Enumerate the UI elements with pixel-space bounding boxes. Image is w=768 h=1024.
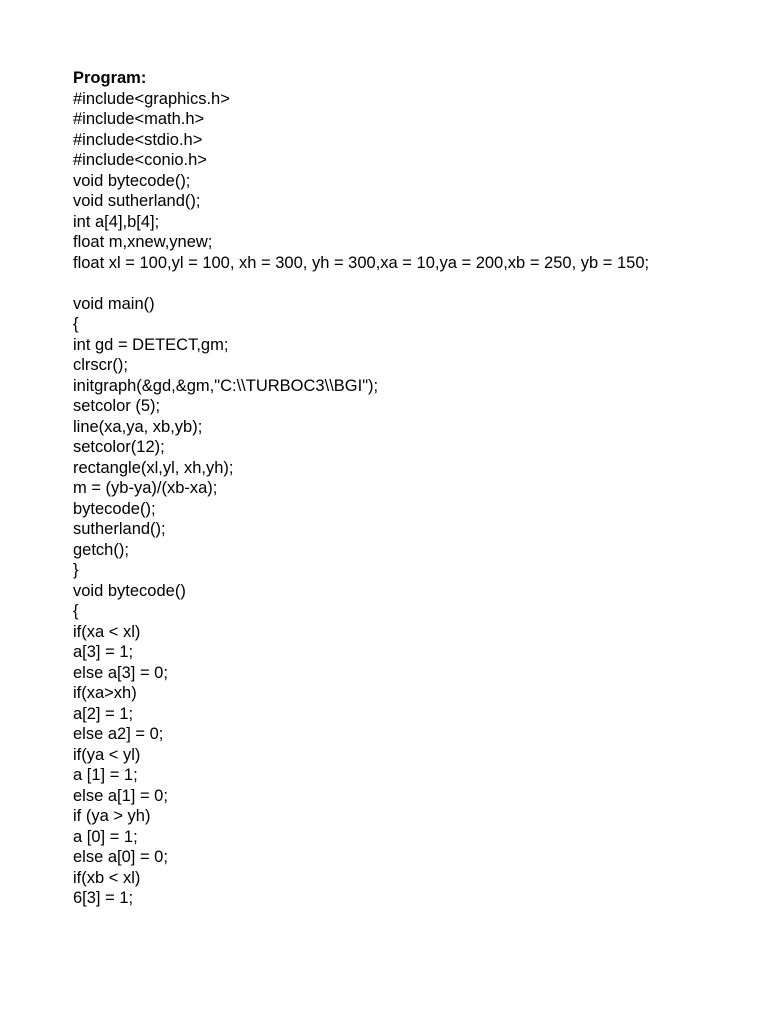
code-line: { (73, 315, 79, 333)
code-line: else a2] = 0; (73, 725, 164, 743)
code-line: void bytecode() (73, 581, 186, 600)
code-line: clrscr(); (73, 356, 128, 374)
code-line: if(xa>xh) (73, 684, 137, 702)
code-line: #include<conio.h> (73, 151, 207, 169)
code-line: #include<math.h> (73, 110, 205, 128)
code-line: a [1] = 1; (73, 766, 138, 784)
code-line: rectangle(xl,yl, xh,yh); (73, 458, 234, 477)
code-line: } (73, 561, 79, 579)
code-line: bytecode(); (73, 499, 156, 518)
code-line: int a[4],b[4]; (73, 212, 160, 231)
code-line: #include<graphics.h> (73, 89, 230, 108)
code-line: if (ya > yh) (73, 807, 151, 825)
code-line: getch(); (73, 540, 129, 559)
code-listing (73, 68, 703, 909)
code-line: void bytecode(); (73, 171, 191, 190)
code-line: else a[0] = 0; (73, 848, 168, 866)
code-line: int gd = DETECT,gm; (73, 335, 229, 354)
code-line: else a[3] = 0; (73, 663, 168, 682)
code-line: if(xa < xl) (73, 622, 141, 641)
code-line: #include<stdio.h> (73, 130, 203, 149)
code-line: setcolor(12); (73, 438, 165, 456)
code-line: setcolor (5); (73, 397, 161, 415)
code-line: float m,xnew,ynew; (73, 233, 213, 251)
code-line: 6[3] = 1; (73, 889, 134, 907)
code-line: initgraph(&gd,&gm,"C:\\TURBOC3\\BGI"); (73, 376, 379, 395)
code-line: a[2] = 1; (73, 704, 134, 723)
program-heading: Program: (73, 69, 147, 87)
code-line: a [0] = 1; (73, 827, 138, 846)
blank-line (73, 273, 703, 294)
code-line: else a[1] = 0; (73, 786, 168, 805)
code-line: m = (yb-ya)/(xb-xa); (73, 479, 218, 497)
code-line: if(ya < yl) (73, 745, 141, 764)
code-line: line(xa,ya, xb,yb); (73, 417, 203, 436)
code-line: void main() (73, 294, 155, 313)
code-line: if(xb < xl) (73, 868, 141, 887)
code-line: void sutherland(); (73, 192, 201, 210)
code-line: a[3] = 1; (73, 643, 134, 661)
code-line: { (73, 602, 79, 620)
code-line: sutherland(); (73, 520, 166, 538)
code-line: float xl = 100,yl = 100, xh = 300, yh = 300,xa = 10,ya = 200,xb = 250, yb = 150; (73, 253, 650, 272)
